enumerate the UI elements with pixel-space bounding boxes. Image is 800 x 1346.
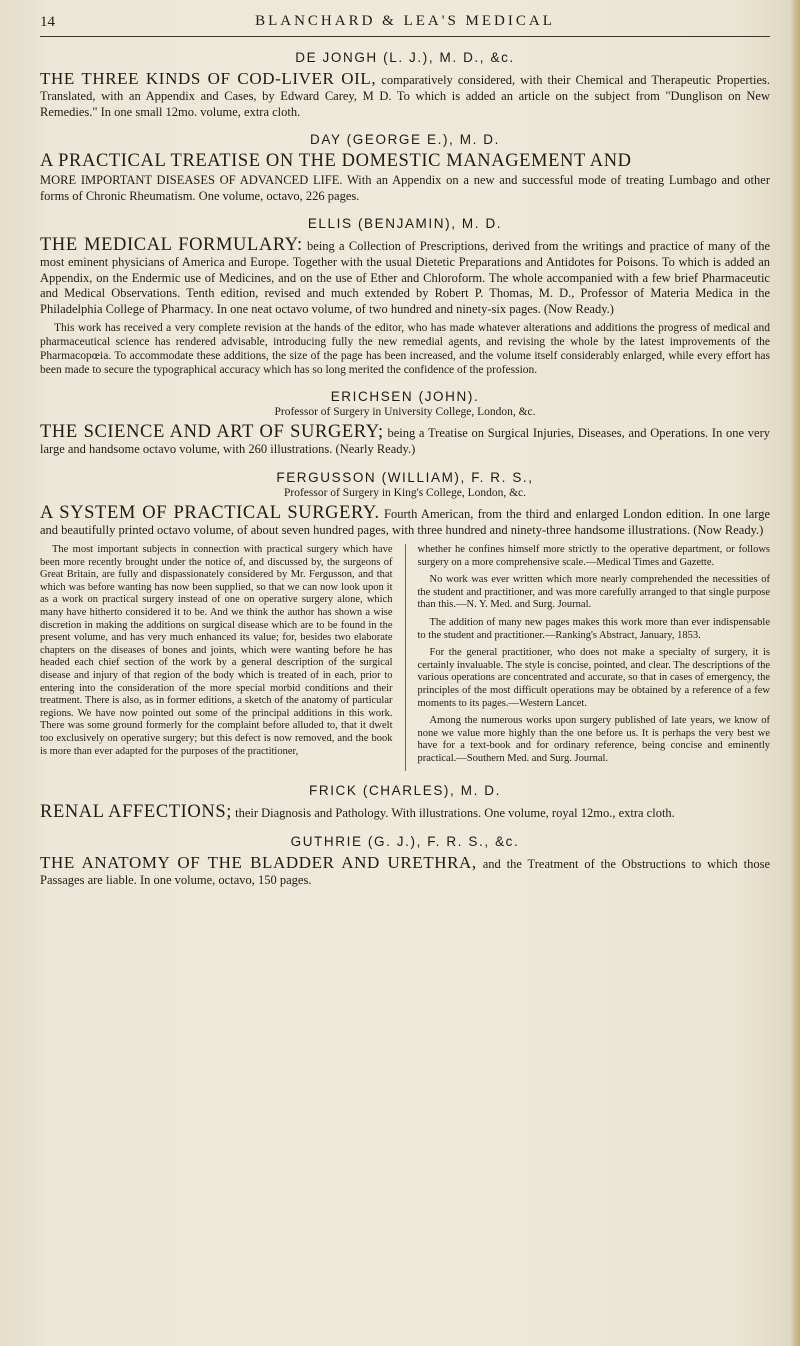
catalogue-entry [40,132,770,204]
entry-description: being a Treatise on Surgical Injuries, Diseases, and Operations. In one very large and handsome octavo volume, with 260 illustrations. (Nearly Ready.) [40,426,770,456]
entry-description: and the Treatment of the Obstructions to which those Passages are liable. In one volume, octavo, 150 pages. [40,856,770,887]
catalogue-entry [40,834,770,889]
review-paragraph: The most important subjects in connection with practical surgery which have been more recently brought under the notice of, and discussed by, the surgeons of Great Britain, are fully and dispassionately considered by Mr. Fergusson, and that which was before wanting has now been supplied, so that we can now look upon it as a work on practical surgery instead of one on operative surgery alone, which many have hitherto considered it to be. And we think the author has shown a wise discretion in making the additions on surgical disease which are to be found in the present volume, and has very much enhanced its value; for, besides two elaborate chapters on the diseases of bones and joints, which were wanting before he has headed each chief section of the work by a general description of the surgical disease and injury of that region of the body which is treated of in each, prior to entering into the consideration of the more special morbid conditions and their treatment. There is also, as in former editions, a sketch of the anatomy of particular regions. We have now pointed out some of the principal additions in this work. There was some ground formerly for the complaint before alluded to, that it dwelt too exclusively on operative surgery; but this defect is now removed, and the book is more than ever adapted for the purposes of the practitioner, [40,544,393,757]
entry-author: FERGUSSON (WILLIAM), F. R. S., [276,469,534,485]
review-column-right [418,544,771,771]
page-number: 14 [40,14,55,30]
entry-author-affiliation: Professor of Surgery in King's College, London, &c. [283,486,527,499]
review-column-left [40,544,393,771]
entry-title: THE SCIENCE AND ART OF SURGERY; [40,422,384,442]
entry-author: DE JONGH (L. J.), M. D., &c. [295,50,515,65]
column-divider [405,544,406,771]
entry-title: THE ANATOMY OF THE BLADDER AND URETHRA, [40,852,477,872]
review-paragraph: whether he confines himself more strictly to the operative department, or follows surgery on a more comprehensive scale.—Medical Times and Gazette. [417,544,770,568]
entry-description: comparatively considered, with their Chemical and Therapeutic Properties. Translated, with an Appendix and Cases, by Edward Carey, M D. To which is added an article on the subject from "Dunglison on New Remedies." In one small 12mo. volume, extra cloth. [40,73,770,119]
entry-body [40,235,770,317]
review-paragraph: Among the numerous works upon surgery published of late years, we know of none we value more highly than the one before us. It is perhaps the very best we have for a text-book and for ordinary reference, being concise and eminently practical.—Southern Med. and Surg. Journal. [417,715,770,764]
entry-author-affiliation: Professor of Surgery in University College, London, &c. [274,406,536,418]
entry-description: MORE IMPORTANT DISEASES OF ADVANCED LIFE. With an Appendix on a new and successful mode of treating Lumbago and other forms of Chronic Rheumatism. One volume, octavo, 226 pages. [40,173,770,203]
entry-title: A PRACTICAL TREATISE ON THE DOMESTIC MANAGEMENT AND [40,151,632,171]
review-paragraph: For the general practitioner, who does not make a specialty of surgery, it is certainly invaluable. The style is concise, pointed, and clear. The descriptions of the various operations are concentrated and accurate, so that in cases of emergency, the principles of the most difficult operations may be obtained by a reference of a few moments to its pages.—Western Lancet. [417,647,770,709]
entry-body [40,802,770,822]
catalogue-entry [40,783,770,822]
catalogue-content [40,50,770,900]
catalogue-entry [40,470,770,771]
entry-body [40,853,770,889]
entry-title: A SYSTEM OF PRACTICAL SURGERY. [40,502,380,523]
running-head-title: BLANCHARD & LEA'S MEDICAL [255,13,555,29]
entry-body [40,503,770,539]
entry-note: This work has received a very complete revision at the hands of the editor, who has made whatever alterations and additions the progress of medical and pharmaceutical science has rendered advisable, introducing fully the new remedial agents, and revising the whole by the latest improvements of the Pharmacopœia. To accommodate these additions, the size of the page has been increased, and the volume itself considerably enlarged, while every effort has been made to secure the typographical accuracy which has so long merited the confidence of the profession. [40,322,770,376]
entry-body [40,69,770,120]
catalogue-entry [40,50,770,120]
entry-description: their Diagnosis and Pathology. With illustrations. One volume, royal 12mo., extra cloth. [235,805,675,820]
entry-body [40,422,770,458]
review-columns [40,544,770,771]
entry-description: being a Collection of Prescriptions, derived from the writings and practice of many of the most eminent physicians of America and Europe. Together with the usual Dietetic Preparations and Antidotes for Poisons. To which is added an Appendix, on the Endermic use of Medicines, and on the use of Ether and Chloroform. The whole accompanied with a few brief Pharmaceutic and Medical Observations. Tenth edition, revised and much extended by Robert P. Thomas, M. D., Professor of Materia Medica in the Philadelphia College of Pharmacy. In one neat octavo volume, of two hundred and ninety-six pages. (Now Ready.) [40,239,770,316]
review-paragraph: The addition of many new pages makes this work more than ever indispensable to the student and practitioner.—Ranking's Abstract, January, 1853. [417,616,770,641]
entry-description: Fourth American, from the third and enlarged London edition. In one large and beautifully printed octavo volume, of about seven hundred pages, with three hundred and ninety-three handsome illustrations. (Now Ready.) [40,506,771,537]
entry-author: ELLIS (BENJAMIN), M. D. [307,216,503,231]
running-header [40,12,770,37]
entry-title: RENAL AFFECTIONS; [40,801,232,822]
catalogue-entry [40,216,770,377]
entry-author: FRICK (CHARLES), M. D. [309,782,501,798]
catalogue-entry [40,389,770,458]
entry-title: THE MEDICAL FORMULARY: [40,235,303,255]
review-paragraph: No work was ever written which more nearly comprehended the necessities of the student and practitioner, and was more carefully arranged to that single purpose than this.—N. Y. Med. and Surg. Journal. [417,574,770,611]
entry-author: DAY (GEORGE E.), M. D. [310,132,500,147]
entry-author: ERICHSEN (JOHN). [330,389,480,404]
page-edge-shadow [790,0,800,1346]
entry-title: THE THREE KINDS OF COD-LIVER OIL, [40,69,377,88]
entry-author: GUTHRIE (G. J.), F. R. S., &c. [290,833,520,849]
